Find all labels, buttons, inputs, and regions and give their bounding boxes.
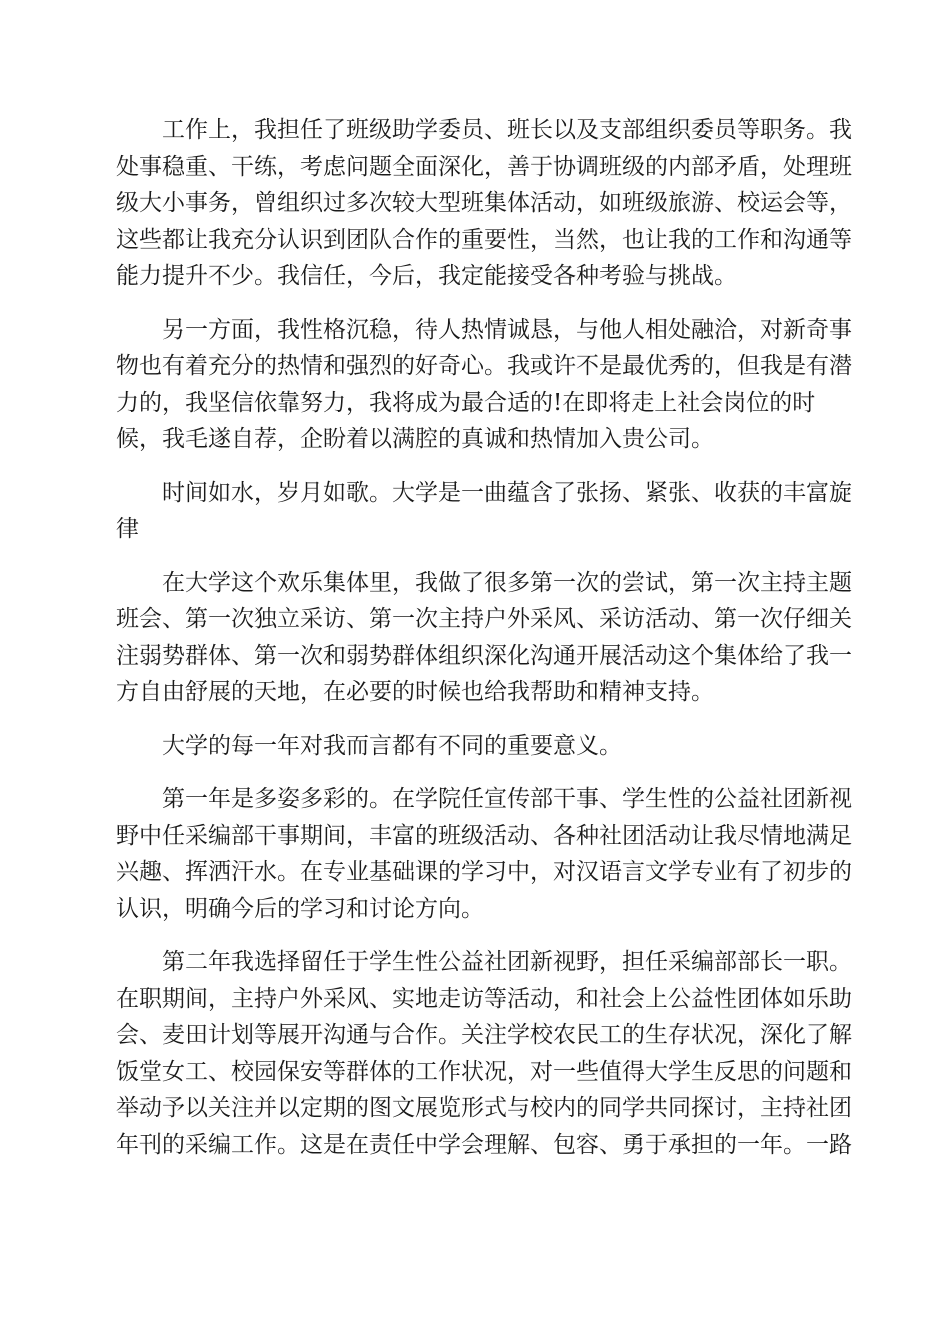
text-line: 律 [116, 516, 139, 542]
text-line: 物也有着充分的热情和强烈的好奇心。我或许不是最优秀的，但我是有潜 [116, 353, 852, 379]
text-line: 这些都让我充分认识到团队合作的重要性，当然，也让我的工作和沟通等 [116, 226, 852, 253]
paragraph-first-year [116, 781, 852, 927]
text-line: 兴趣、挥洒汗水。在专业基础课的学习中，对汉语言文学专业有了初步的 [116, 859, 852, 885]
paragraph-each-year [116, 728, 836, 765]
text-line: 会、麦田计划等展开沟通与合作。关注学校农民工的生存状况，深化了解 [116, 1022, 852, 1048]
text-line: 第二年我选择留任于学生性公益社团新视野，担任采编部部长一职。 [162, 949, 852, 975]
paragraph-second-year [116, 944, 852, 1163]
text-line: 工作上，我担任了班级助学委员、班长以及支部组织委员等职务。我 [162, 117, 852, 143]
text-line: 班会、第一次独立采访、第一次主持户外采风、采访活动、第一次仔细关 [116, 606, 852, 632]
paragraph-time [116, 475, 852, 548]
text-line: 候，我毛遂自荐，企盼着以满腔的真诚和热情加入贵公司。 [116, 426, 714, 452]
text-line: 能力提升不少。我信任，今后，我定能接受各种考验与挑战。 [116, 263, 737, 289]
text-line: 时间如水，岁月如歌。大学是一曲蕴含了张扬、紧张、收获的丰富旋 [162, 479, 852, 506]
text-line: 举动予以关注并以定期的图文展览形式与校内的同学共同探讨，主持社团 [116, 1095, 852, 1121]
text-line: 大学的每一年对我而言都有不同的重要意义。 [162, 732, 622, 759]
text-line: 认识，明确今后的学习和讨论方向。 [116, 895, 484, 922]
paragraph-work [116, 112, 852, 295]
text-line: 在大学这个欢乐集体里，我做了很多第一次的尝试，第一次主持主题 [162, 569, 852, 596]
text-line: 级大小事务，曾组织过多次较大型班集体活动，如班级旅游、校运会等， [116, 190, 852, 216]
text-line: 第一年是多姿多彩的。在学院任宣传部干事、学生性的公益社团新视 [162, 786, 852, 812]
text-line: 饭堂女工、校园保安等群体的工作状况，对一些值得大学生反思的问题和 [116, 1058, 852, 1085]
text-line: 野中任采编部干事期间，丰富的班级活动、各种社团活动让我尽情地满足 [116, 822, 852, 849]
text-line: 处事稳重、干练，考虑问题全面深化，善于协调班级的内部矛盾，处理班 [116, 153, 852, 180]
text-line: 方自由舒展的天地，在必要的时候也给我帮助和精神支持。 [116, 679, 714, 705]
paragraph-firsts [116, 565, 852, 711]
text-line: 在职期间，主持户外采风、实地走访等活动，和社会上公益性团体如乐助 [116, 985, 852, 1012]
text-line: 年刊的采编工作。这是在责任中学会理解、包容、勇于承担的一年。一路 [116, 1131, 852, 1158]
paragraph-personality [116, 312, 852, 458]
text-line: 另一方面，我性格沉稳，待人热情诚恳，与他人相处融洽，对新奇事 [162, 316, 852, 343]
text-line: 注弱势群体、第一次和弱势群体组织深化沟通开展活动这个集体给了我一 [116, 642, 852, 669]
document-body [116, 112, 852, 1180]
text-line: 力的，我坚信依靠努力，我将成为最合适的!在即将走上社会岗位的时 [116, 389, 816, 416]
